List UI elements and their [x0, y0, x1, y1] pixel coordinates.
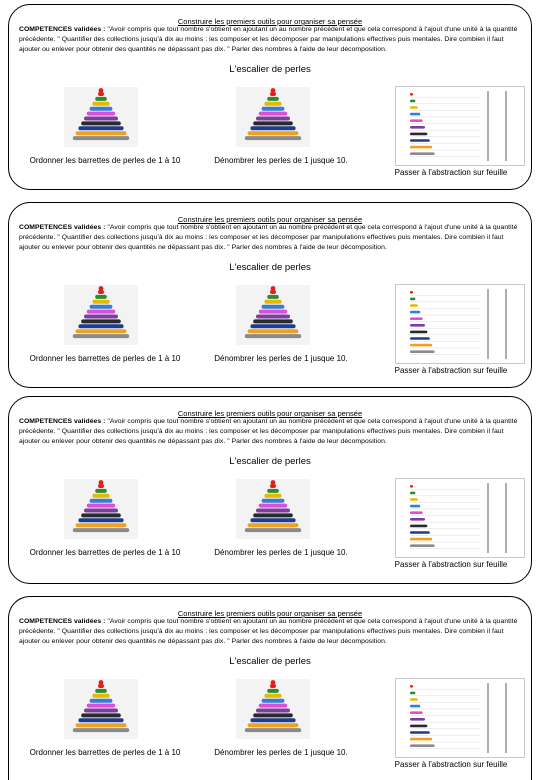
worksheet-bead-row [410, 337, 430, 340]
bead-bar [92, 300, 109, 304]
worksheet-bead-row [410, 705, 420, 708]
bead-bar [95, 295, 107, 299]
bead-bar [264, 102, 281, 106]
worksheet-bead-row [410, 106, 418, 109]
caption-abstraction: Passer à l'abstraction sur feuille [394, 760, 508, 769]
competences-text [19, 417, 523, 447]
bead-bar [78, 126, 123, 130]
bead-bar [81, 713, 121, 717]
bead-bar [248, 723, 299, 727]
bead-bar [87, 112, 115, 116]
worksheet-bead-row [410, 544, 435, 547]
bead-bar [90, 499, 113, 503]
bead-bar [87, 704, 115, 708]
worksheet-image [395, 678, 525, 758]
bead-bar [253, 319, 293, 323]
caption-count-beads: Dénombrer les perles de 1 jusque 10. [214, 748, 348, 757]
card-title: Construire les premiers outils pour organiser sa pensée [177, 215, 363, 224]
bead-bar [78, 324, 123, 328]
bead-bar [256, 509, 290, 513]
competences-text [19, 617, 523, 647]
caption-abstraction: Passer à l'abstraction sur feuille [394, 168, 508, 177]
bead-bar [267, 689, 279, 693]
worksheet-bead-row [410, 350, 435, 353]
worksheet-bead-row [410, 304, 418, 307]
activity-card [8, 4, 532, 190]
worksheet-bead-row [410, 119, 423, 122]
bead-bar [262, 107, 285, 111]
bead-bar [90, 107, 113, 111]
competences-label: COMPETENCES validées : [19, 418, 106, 425]
bead-bar [262, 699, 285, 703]
worksheet-bead-row [410, 692, 415, 695]
bead-stair-photo [64, 285, 138, 345]
bead-bar [92, 694, 109, 698]
competences-label: COMPETENCES validées : [19, 618, 106, 625]
caption-count-beads: Dénombrer les perles de 1 jusque 10. [214, 354, 348, 363]
bead-stair-photo [64, 479, 138, 539]
competences-body: "Avoir compris que tout nombre s'obtient en ajoutant un au nombre précédent et que cela correspond à l'ajout d'une unité à la quantité précédente. " Quantifier des collections jusqu'à dix au moins : les composer et les décomposer par manipulations effectives puis mentales. Dire combien il faut ajouter ou enlever pour obtenir des quantités ne dépassant pas dix. " Parler des nombres à l'aide de leur décomposition. [19, 618, 518, 645]
bead-top [271, 88, 276, 93]
caption-abstraction: Passer à l'abstraction sur feuille [394, 560, 508, 569]
worksheet-bead-row [410, 498, 418, 501]
activity-card [8, 396, 532, 584]
worksheet-bead-row [410, 492, 415, 495]
bead-bar [245, 728, 301, 732]
bead-bar [248, 329, 299, 333]
bead-bar [256, 709, 290, 713]
bead-bar [95, 689, 107, 693]
worksheet-bead-row [410, 505, 420, 508]
worksheet-bead-row [410, 725, 427, 728]
caption-order-bars: Ordonner les barrettes de perles de 1 à 10 [29, 548, 181, 557]
bead-bar [90, 699, 113, 703]
bead-bar [264, 300, 281, 304]
activity-subtitle: L'escalier de perles [229, 656, 311, 667]
bead-bar [76, 523, 127, 527]
bead-bar [76, 131, 127, 135]
worksheet-bead-row [410, 291, 413, 294]
caption-order-bars: Ordonner les barrettes de perles de 1 à 10 [29, 354, 181, 363]
bead-top [271, 480, 276, 485]
bead-bar [259, 704, 287, 708]
worksheet-bead-row [410, 100, 415, 103]
worksheet-bead-row [410, 146, 432, 149]
bead-bar [250, 518, 295, 522]
bead-bar [250, 324, 295, 328]
bead-bar [76, 329, 127, 333]
bead-bar [84, 315, 118, 319]
worksheet-bead-row [410, 511, 423, 514]
bead-bar [245, 334, 301, 338]
worksheet-bead-row [410, 518, 425, 521]
bead-bar [256, 315, 290, 319]
bead-stair-photo [236, 285, 310, 345]
bead-bar [262, 499, 285, 503]
card-title: Construire les premiers outils pour organiser sa pensée [177, 409, 363, 418]
worksheet-bead-row [410, 538, 432, 541]
activity-card [8, 202, 532, 388]
bead-bar [267, 295, 279, 299]
bead-bar [259, 504, 287, 508]
worksheet-bead-row [410, 311, 420, 314]
caption-count-beads: Dénombrer les perles de 1 jusque 10. [214, 548, 348, 557]
worksheet-bead-row [410, 711, 423, 714]
bead-bar [81, 513, 121, 517]
bead-bar [264, 494, 281, 498]
worksheet-bead-row [410, 685, 413, 688]
bead-bar [95, 489, 107, 493]
bead-bar [87, 504, 115, 508]
worksheet-bead-row [410, 133, 427, 136]
bead-bar [78, 718, 123, 722]
bead-bar [90, 305, 113, 309]
bead-bar [250, 126, 295, 130]
worksheet-bead-row [410, 126, 425, 129]
bead-bar [253, 513, 293, 517]
bead-bar [267, 489, 279, 493]
worksheet-bead-row [410, 93, 413, 96]
bead-bar [245, 528, 301, 532]
bead-stair-photo [236, 679, 310, 739]
bead-top [271, 286, 276, 291]
worksheet-image [395, 86, 525, 166]
competences-body: "Avoir compris que tout nombre s'obtient en ajoutant un au nombre précédent et que cela correspond à l'ajout d'une unité à la quantité précédente. " Quantifier des collections jusqu'à dix au moins : les composer et les décomposer par manipulations effectives puis mentales. Dire combien il faut ajouter ou enlever pour obtenir des quantités ne dépassant pas dix. " Parler des nombres à l'aide de leur décomposition. [19, 418, 518, 445]
bead-stair-photo [236, 87, 310, 147]
caption-order-bars: Ordonner les barrettes de perles de 1 à 10 [29, 156, 181, 165]
worksheet-bead-row [410, 744, 435, 747]
bead-bar [87, 310, 115, 314]
bead-bar [81, 319, 121, 323]
bead-bar [245, 136, 301, 140]
bead-bar [84, 117, 118, 121]
activity-subtitle: L'escalier de perles [229, 64, 311, 75]
bead-bar [81, 121, 121, 125]
competences-label: COMPETENCES validées : [19, 224, 106, 231]
worksheet-bead-row [410, 331, 427, 334]
bead-bar [248, 523, 299, 527]
worksheet-image [395, 478, 525, 558]
bead-bar [73, 728, 129, 732]
bead-bar [264, 694, 281, 698]
worksheet-bead-row [410, 698, 418, 701]
activity-subtitle: L'escalier de perles [229, 456, 311, 467]
worksheet-bead-row [410, 731, 430, 734]
worksheet-image [395, 284, 525, 364]
competences-text [19, 25, 523, 55]
bead-bar [73, 334, 129, 338]
caption-order-bars: Ordonner les barrettes de perles de 1 à 10 [29, 748, 181, 757]
worksheet-bead-row [410, 531, 430, 534]
bead-bar [253, 713, 293, 717]
worksheet-bead-row [410, 525, 427, 528]
bead-bar [92, 102, 109, 106]
worksheet-bead-row [410, 152, 435, 155]
competences-body: "Avoir compris que tout nombre s'obtient en ajoutant un au nombre précédent et que cela correspond à l'ajout d'une unité à la quantité précédente. " Quantifier des collections jusqu'à dix au moins : les composer et les décomposer par manipulations effectives puis mentales. Dire combien il faut ajouter ou enlever pour obtenir des quantités ne dépassant pas dix. " Parler des nombres à l'aide de leur décomposition. [19, 26, 518, 53]
competences-body: "Avoir compris que tout nombre s'obtient en ajoutant un au nombre précédent et que cela correspond à l'ajout d'une unité à la quantité précédente. " Quantifier des collections jusqu'à dix au moins : les composer et les décomposer par manipulations effectives puis mentales. Dire combien il faut ajouter ou enlever pour obtenir des quantités ne dépassant pas dix. " Parler des nombres à l'aide de leur décomposition. [19, 224, 518, 251]
bead-bar [259, 310, 287, 314]
worksheet-bead-row [410, 344, 432, 347]
worksheet-bead-row [410, 139, 430, 142]
worksheet-bead-row [410, 317, 423, 320]
bead-bar [248, 131, 299, 135]
bead-bar [256, 117, 290, 121]
bead-bar [267, 97, 279, 101]
bead-bar [84, 709, 118, 713]
bead-bar [259, 112, 287, 116]
bead-bar [84, 509, 118, 513]
activity-card [8, 596, 532, 780]
bead-top [99, 480, 104, 485]
activity-subtitle: L'escalier de perles [229, 262, 311, 273]
worksheet-bead-row [410, 718, 425, 721]
bead-bar [95, 97, 107, 101]
worksheet-bead-row [410, 324, 425, 327]
worksheet-bead-row [410, 113, 420, 116]
bead-bar [262, 305, 285, 309]
bead-bar [78, 518, 123, 522]
caption-abstraction: Passer à l'abstraction sur feuille [394, 366, 508, 375]
bead-bar [92, 494, 109, 498]
bead-top [99, 680, 104, 685]
bead-bar [73, 136, 129, 140]
bead-bar [250, 718, 295, 722]
card-title: Construire les premiers outils pour organiser sa pensée [177, 609, 363, 618]
caption-count-beads: Dénombrer les perles de 1 jusque 10. [214, 156, 348, 165]
bead-stair-photo [64, 679, 138, 739]
worksheet-bead-row [410, 485, 413, 488]
card-title: Construire les premiers outils pour organiser sa pensée [177, 17, 363, 26]
bead-top [99, 88, 104, 93]
worksheet-bead-row [410, 298, 415, 301]
competences-text [19, 223, 523, 253]
bead-bar [73, 528, 129, 532]
competences-label: COMPETENCES validées : [19, 26, 106, 33]
bead-bar [253, 121, 293, 125]
bead-top [271, 680, 276, 685]
bead-stair-photo [64, 87, 138, 147]
bead-top [99, 286, 104, 291]
worksheet-bead-row [410, 738, 432, 741]
bead-stair-photo [236, 479, 310, 539]
bead-bar [76, 723, 127, 727]
